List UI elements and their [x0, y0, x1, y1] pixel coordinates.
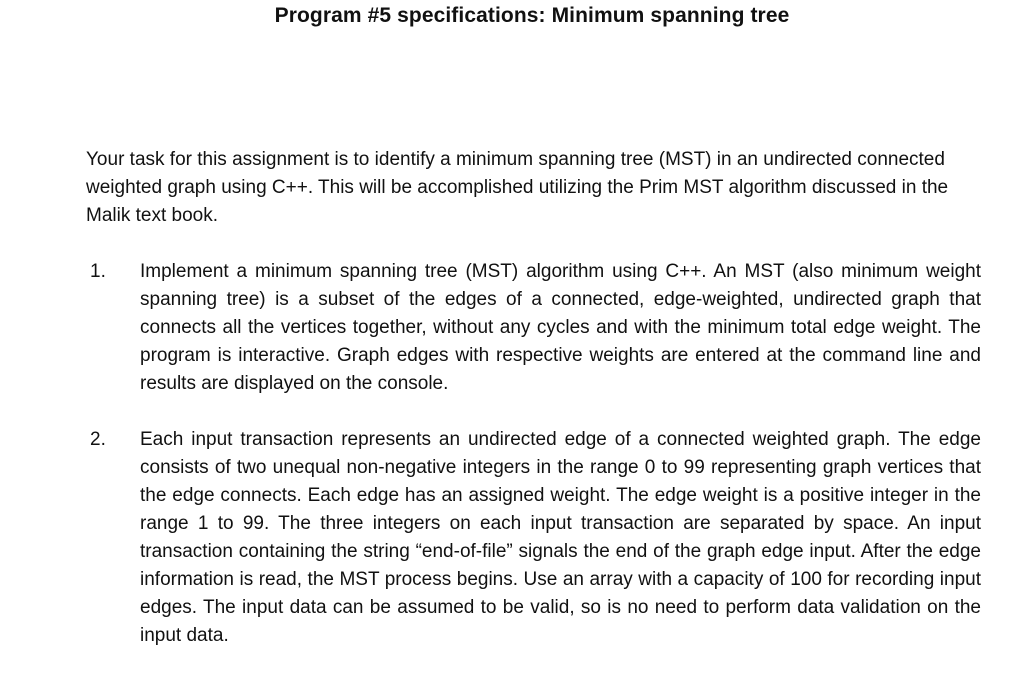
list-item: [86, 426, 986, 650]
list-item-text: Each input transaction represents an undirected edge of a connected weighted graph. The edge consists of two unequal non-negative integers in the range 0 to 99 representing graph vertices that the edge connects. Each edge has an assigned weight. The edge weight is a positive integer in the range 1 to 99. The three integers on each input transaction are separated by space. An input transaction containing the string “end-of-file” signals the end of the graph edge input. After the edge information is read, the MST process begins. Use an array with a capacity of 100 for recording input edges. The input data can be assumed to be valid, so is no need to perform data validation on the input data.: [140, 429, 981, 646]
intro-paragraph: Your task for this assignment is to identify a minimum spanning tree (MST) in an undirected connected weighted graph using C++. This will be accomplished utilizing the Prim MST algorithm discussed in the Malik text book.: [86, 149, 949, 226]
page-title: Program #5 specifications: Minimum spanning tree: [274, 4, 790, 27]
list-item-number: 2.: [90, 429, 106, 450]
list-item: [86, 258, 986, 398]
list-item-text: Implement a minimum spanning tree (MST) algorithm using C++. An MST (also minimum weight spanning tree) is a subset of the edges of a connected, edge-weighted, undirected graph that connects all the vertices together, without any cycles and with the minimum total edge weight. The program is interactive. Graph edges with respective weights are entered at the command line and results are displayed on the console.: [140, 261, 981, 394]
list-item-number: 1.: [90, 261, 106, 282]
